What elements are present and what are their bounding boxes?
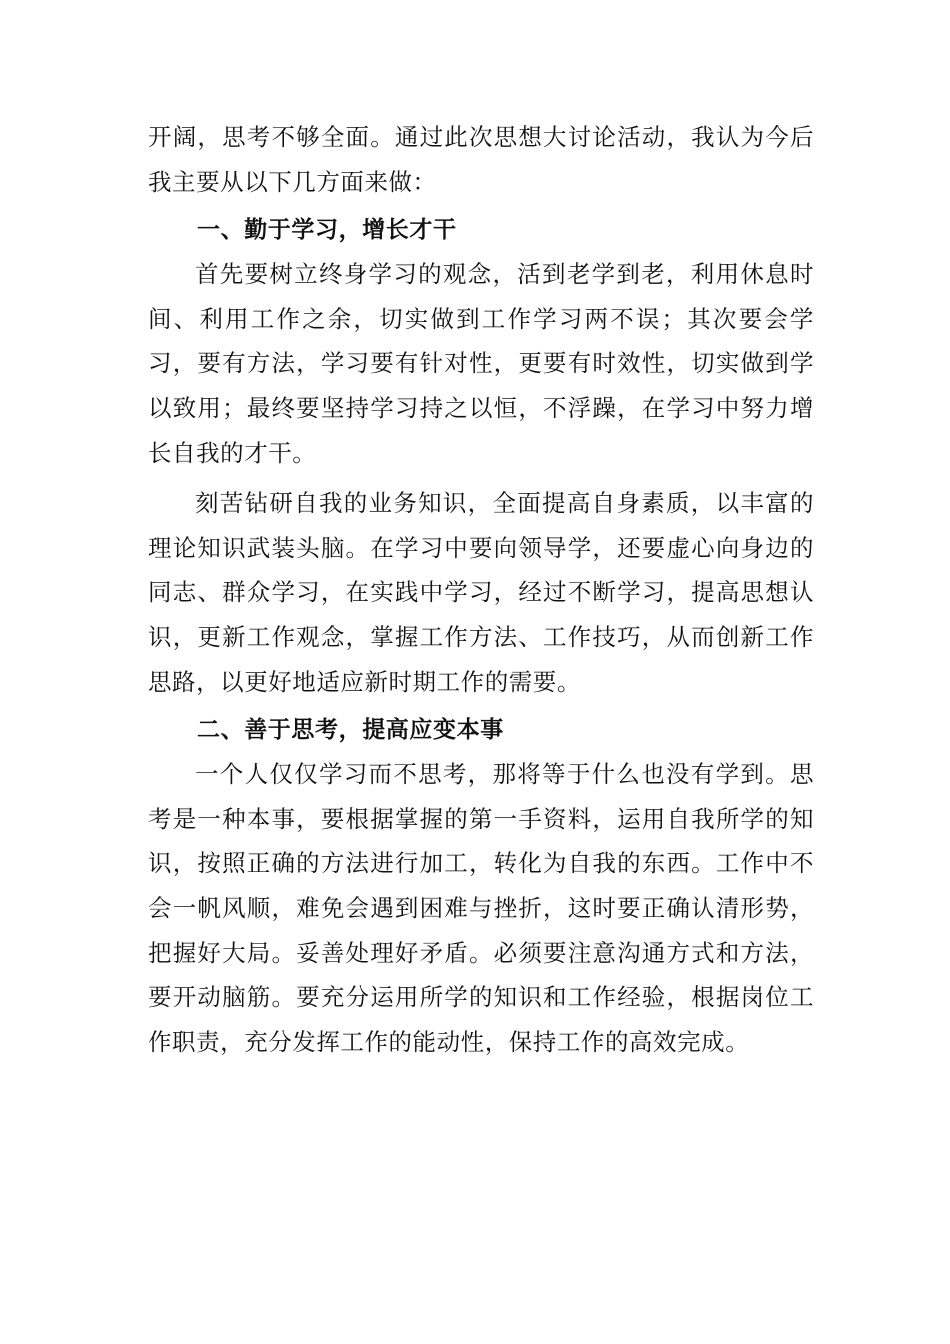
section-2-heading: 二、善于思考，提高应变本事 (197, 717, 504, 744)
intro-paragraph: 开阔，思考不够全面。通过此次思想大讨论活动，我认为今后我主要从以下几方面来做： (148, 123, 814, 196)
section-1-heading: 一、勤于学习，增长才干 (197, 217, 457, 244)
section-1-paragraph-2: 刻苦钻研自我的业务知识，全面提高自身素质，以丰富的理论知识武装头脑。在学习中要向领导学，还要虚心向身边的同志、群众学习，在实践中学习，经过不断学习，提高思想认识，更新工作观念，掌握工作方法、工作技巧，从而创新工作思路，以更好地适应新时期工作的需要。 (148, 489, 814, 696)
section-2-paragraph-1: 一个人仅仅学习而不思考，那将等于什么也没有学到。思考是一种本事，要根据掌握的第一手资料，运用自我所学的知识，按照正确的方法进行加工，转化为自我的东西。工作中不会一帆风顺，难免会遇到困难与挫折，这时要正确认清形势，把握好大局。妥善处理好矛盾。必须要注意沟通方式和方法，要开动脑筋。要充分运用所学的知识和工作经验，根据岗位工作职责，充分发挥工作的能动性，保持工作的高效完成。 (148, 760, 814, 1056)
document-page (148, 115, 814, 1064)
section-1-paragraph-1: 首先要树立终身学习的观念，活到老学到老，利用休息时间、利用工作之余，切实做到工作学习两不误；其次要会学习，要有方法，学习要有针对性，更要有时效性，切实做到学以致用；最终要坚持学习持之以恒，不浮躁，在学习中努力增长自我的才干。 (148, 260, 814, 467)
